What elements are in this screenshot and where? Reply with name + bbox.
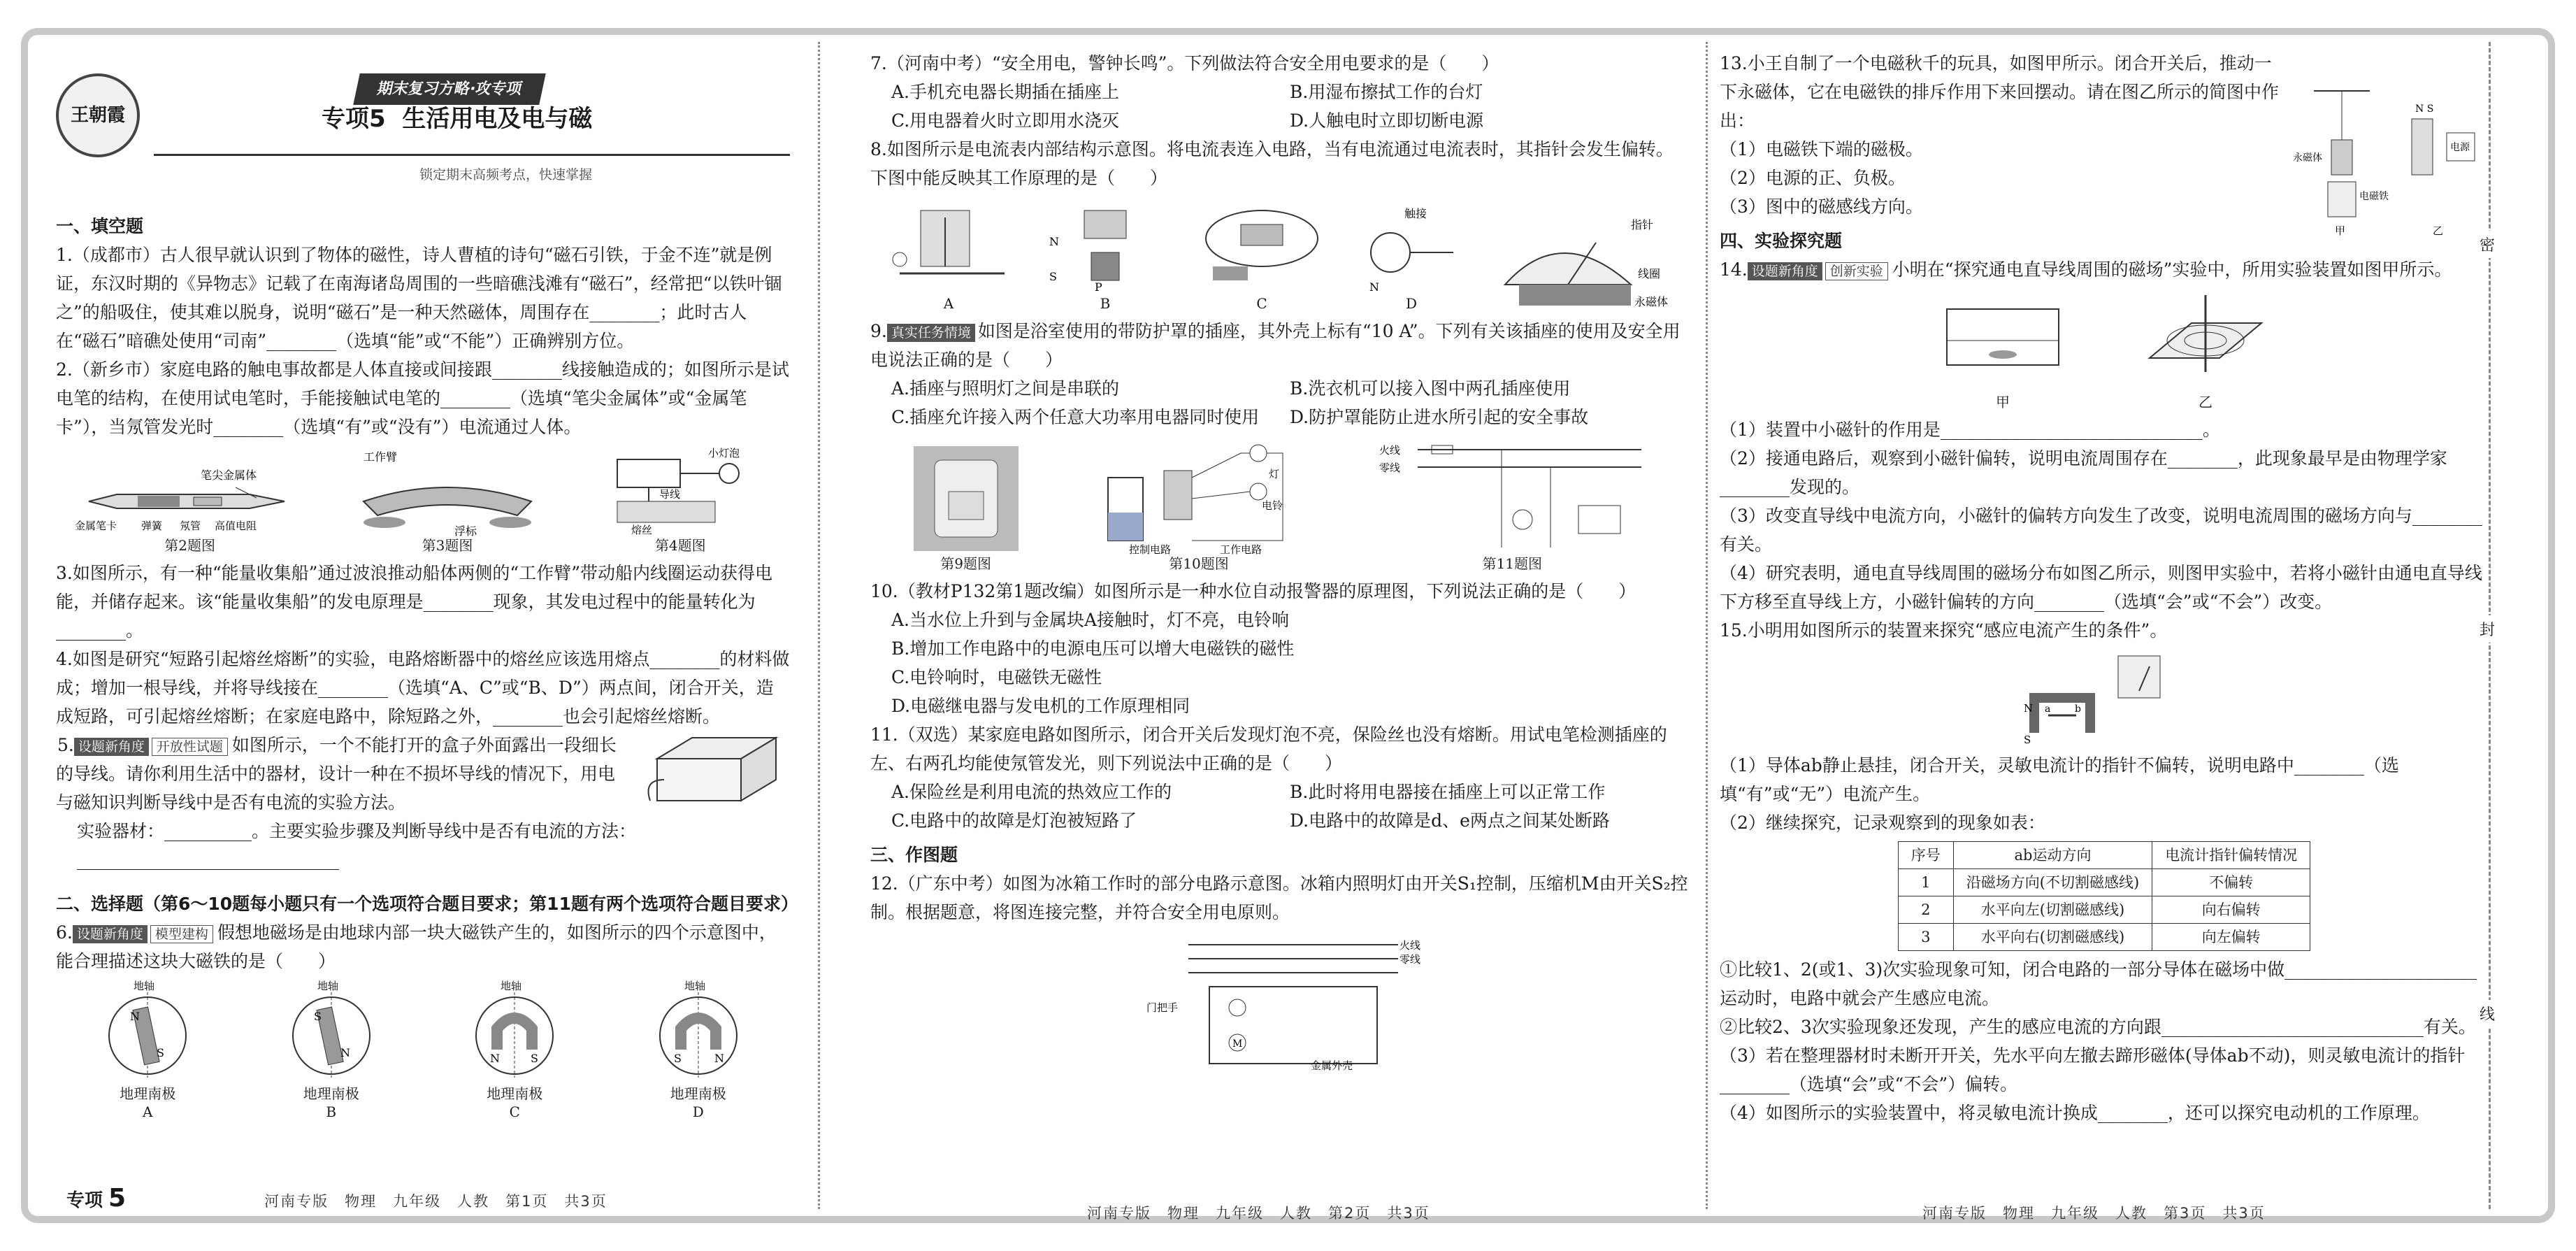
figure-row-1 [56, 445, 790, 555]
svg-text:地轴: 地轴 [134, 980, 155, 992]
figure-4 [589, 445, 771, 555]
option[interactable]: D.防护罩能防止进水所引起的安全事故 [1290, 407, 1589, 427]
pen-label: 氖管 [179, 520, 201, 532]
question-15-after: （4）如图所示的实验装置中，将灵敏电流计换成________，还可以探究电动机的工作原理。 [1720, 1103, 2430, 1123]
svg-text:S: S [2024, 734, 2031, 746]
header-badge: 期末复习方略·攻专项 [353, 73, 546, 105]
question-13-item: （3）图中的磁感线方向。 [1720, 196, 1923, 217]
option-b-figure[interactable]: N S P B [1035, 196, 1175, 313]
figure-caption: 第2题图 [164, 537, 216, 554]
section-title: 三、作图题 [870, 845, 958, 865]
question-5-text: 如图所示，一个不能打开的盒子外面露出一段细长的导线。请你利用生活中的器材，设计一种在不损坏导线的情况下，用电与磁知识判断导线中是否有电流的实验方法。 [56, 735, 617, 813]
option-c-figure[interactable]: C [1192, 196, 1332, 313]
question-6-figures [56, 980, 790, 1121]
bulb-label: 导线 [659, 488, 681, 501]
column-divider [818, 42, 820, 1209]
arm-label: 工作臂 [363, 450, 397, 464]
tag: 创新实验 [1825, 262, 1888, 280]
arm-label: 浮标 [454, 524, 477, 536]
side-mark: 封 [2478, 615, 2496, 643]
option[interactable]: C.用电器着火时立即用水浇灭 [891, 110, 1120, 131]
question-9-text: 如图是浴室使用的带防护罩的插座，其外壳上标有“10 A”。下列有关该插座的使用及安全用电说法正确的是（ ） [870, 321, 1681, 370]
page-subtitle: 锁定期末高频考点，快速掌握 [419, 167, 593, 183]
page-title: 专项5 生活用电及电与磁 [322, 105, 593, 133]
column-divider [1706, 42, 1708, 1209]
question-4: 4.如图是研究“短路引起熔丝熔断”的实验，电路熔断器中的熔丝应该选用熔点________的材料做成；增加一根导线，并将导线接在________（选填“A、C”或“B、D”）两点间，闭合开关，造成短路，可引起熔丝熔断；在家庭电路中，除短路之外，________也会引起熔丝熔断。 [56, 649, 790, 727]
question-14-item: （2）接通电路后，观察到小磁针偏转，说明电流周围存在________，此现象最早是由物理学家________发现的。 [1720, 448, 2447, 497]
globe-option-d[interactable]: 地轴 S N 地理南极 D [646, 980, 751, 1121]
svg-text:地轴: 地轴 [317, 980, 338, 992]
question-11: 11.（双选）某家庭电路如图所示，闭合开关后发现灯泡不亮，保险丝也没有熔断。用试电笔检测插座的左、右两孔均能使氖管发光，则下列说法中正确的是（ ） [870, 724, 1667, 773]
globe-option-b[interactable]: 地轴 S N 地理南极 B [279, 980, 384, 1121]
svg-text:b: b [2075, 703, 2081, 715]
question-13-item: （1）电磁铁下端的磁极。 [1720, 139, 1923, 159]
question-14-item: （4）研究表明，通电直导线周围的磁场分布如图乙所示，则图甲实验中，若将小磁针由通电直导线下方移至直导线上方，小磁针偏转的方向________（选填“会”或“不会”）改变。 [1720, 563, 2482, 612]
option[interactable]: B.洗衣机可以接入图中两孔插座使用 [1290, 378, 1571, 399]
side-mark: 密 [2478, 231, 2496, 258]
svg-text:N: N [1049, 235, 1059, 248]
option[interactable]: D.人触电时立即切断电源 [1290, 110, 1484, 131]
bulb-label: 小灯泡 [708, 447, 740, 459]
svg-text:S: S [157, 1046, 165, 1059]
option[interactable]: A.插座与照明灯之间是串联的 [891, 378, 1120, 399]
side-mark: 线 [2478, 1000, 2496, 1027]
svg-text:N: N [1369, 280, 1379, 294]
question-6-text: 假想地磁场是由地球内部一块大磁铁产生的，如图所示的四个示意图中，能合理描述这块大磁铁的是（ ） [56, 922, 777, 971]
svg-text:N: N [340, 1046, 350, 1059]
tag: 模型建构 [150, 925, 213, 943]
svg-text:乙: 乙 [2433, 224, 2444, 237]
section-title: 一、填空题 [56, 216, 144, 236]
figure-caption: 第4题图 [654, 537, 706, 554]
figure-10: 灯 电铃 控制电路 工作电路 第10题图 [1101, 436, 1297, 573]
svg-text:地轴: 地轴 [684, 980, 705, 992]
section-title: 四、实验探究题 [1720, 231, 1843, 251]
question-15: 15.小明用如图所示的装置来探究“感应电流产生的条件”。 [1720, 620, 2168, 641]
option[interactable]: C.插座允许接入两个任意大功率用电器同时使用 [891, 407, 1260, 427]
svg-text:S: S [313, 1010, 322, 1023]
question-12: 12.（广东中考）如图为冰箱工作时的部分电路示意图。冰箱内照明灯由开关S₁控制，压缩机M由开关S₂控制。根据题意，将图连接完整，并符合安全用电原则。 [870, 873, 1688, 922]
option[interactable]: D.电磁继电器与发电机的工作原理相同 [891, 696, 1190, 716]
svg-text:a: a [2045, 703, 2051, 715]
question-15-after: ②比较2、3次实验现象还发现，产生的感应电流的方向跟______________________________有关。 [1720, 1017, 2476, 1037]
svg-text:S: S [1049, 270, 1057, 283]
figure-caption: 第3题图 [422, 537, 473, 554]
pen-label: 高值电阻 [214, 520, 257, 532]
option[interactable]: B.此时将用电器接在插座上可以正常工作 [1290, 782, 1606, 802]
table-row: 1 沿磁场方向(不切割磁感线) 不偏转 [1898, 869, 2310, 896]
svg-text:电铃: 电铃 [1261, 499, 1283, 512]
svg-text:门把手: 门把手 [1146, 1001, 1179, 1014]
question-14-item: （3）改变直导线中电流方向，小磁针的偏转方向发生了改变，说明电流周围的磁场方向与________有关。 [1720, 506, 2482, 555]
question-12-figure [870, 931, 1688, 1071]
svg-text:地轴: 地轴 [501, 980, 522, 992]
svg-text:N: N [130, 1010, 141, 1023]
globe-option-a[interactable]: 地轴 N S 地理南极 A [95, 980, 200, 1121]
column-3: 永磁体 电磁铁 甲 乙 电源 N S 13.小王自制了一个电磁秋千的玩具，如图甲所示。闭合开关后，推动一下永磁体，它在电磁铁的排斥作用下来回摆动。请在图乙所示的简图中作出： （1）电磁铁下端的磁极。 （2）电源的正、负极。 （3）图中的磁感线方向。 四、实验探究题 14. 设题新角度 创新实验 小明在“探究通电直导线周围的磁场”实验中，所用实验装置如图甲所示。 甲 乙 （1）装置中小磁针的作用是______________________________。 （2）接通电路后，观察到小磁针偏转，说明电流周围存在________，此现象最早是由物理学家________发现的。 （3）改变直导线中电流方向，小磁针的偏转方向发生了改变，说明电流周围的磁场方向与________有关。 （4）研究表明，通电直导线周围的磁场分布如图乙所示，则图甲实验中，若将小磁针由通电直导线下方移至直导线上方，小磁针偏转的方向________（选填“会”或“不会”）改变。 15.小明用如图所示的装置来探究“感应电流产生的条件”。 N S a b （1）导体ab静止悬挂，闭合开关，灵敏电流计的指针不偏转，说明电路中________（选填“有”或“无”）电流产生。 （2）继续探究，记录观察到的现象如表： 序号 ab运动方向 电流计指针偏转情况 1 沿磁场方向(不切割磁感线) 不偏转 2 水平向左(切割磁感线) 向右偏转 3 水平向右(切割磁感线) 向左偏转 ①比较1、2(或1、3)次实验现象可知，闭合电路的一部分导体在磁场中做______________________运动时，电路中就会产生感应电流。 ②比较2、3次实验现象还发现，产生的感应电流的方向跟______________________________有关。 （3）若在整理器材时未断开开关，先水平向左撤去蹄形磁体(导体ab不动)，则灵敏电流计的指针________（选填“会”或“不会”）偏转。 （4）如图所示的实验装置中，将灵敏电流计换成________，还可以探究电动机的工作原理。 [1720, 49, 2489, 1127]
pen-label: 笔尖金属体 [200, 469, 257, 482]
svg-text:火线: 火线 [1379, 444, 1401, 457]
table-row: 3 水平向右(切割磁感线) 向左偏转 [1898, 924, 2310, 951]
option[interactable]: C.电路中的故障是灯泡被短路了 [891, 810, 1137, 831]
question-5: 5. 设题新角度 开放性试题 如图所示，一个不能打开的盒子外面露出一段细长的导线。请你利用生活中的器材，设计一种在不损坏导线的情况下，用电与磁知识判断导线中是否有电流的实验方法。 [56, 731, 790, 817]
footer-num: 5 [108, 1184, 127, 1213]
svg-text:S: S [673, 1052, 682, 1065]
question-7-options [870, 78, 1688, 135]
question-14-figures [1720, 288, 2489, 411]
header-rule [154, 154, 790, 156]
question-13 [1720, 49, 2489, 237]
svg-text:甲: 甲 [2335, 224, 2346, 237]
question-3: 3.如图所示，有一种“能量收集船”通过波浪推动船体两侧的“工作臂”带动船内线圈运动获得电能，并储存起来。该“能量收集船”的发电原理是________现象，其发电过程中的能量转化为________。 [56, 563, 772, 641]
section-title: 二、选择题（第6～10题每小题只有一个选项符合题目要求；第11题有两个选项符合题目要求） [56, 894, 798, 914]
question-14-item: （1）装置中小磁针的作用是______________________________。 [1720, 420, 2220, 440]
option[interactable]: B.增加工作电路中的电源电压可以增大电磁铁的磁性 [891, 638, 1295, 659]
pen-label: 金属笔卡 [74, 520, 117, 532]
question-8-figures [870, 196, 1688, 313]
svg-text:N: N [714, 1052, 724, 1065]
option-a-figure[interactable]: A [879, 196, 1019, 313]
box-figure [643, 731, 783, 808]
footer-text: 河南专版 物理 九年级 人教 第1页 共3页 [264, 1193, 607, 1210]
svg-text:S: S [531, 1052, 539, 1065]
svg-text:工作电路: 工作电路 [1219, 543, 1262, 555]
header-block [56, 73, 790, 206]
question-9-options [870, 374, 1688, 431]
option[interactable]: A.手机充电器长期插在插座上 [891, 82, 1120, 102]
question-15-figure [1720, 649, 2489, 747]
svg-text:指针: 指针 [1631, 218, 1654, 231]
option[interactable]: D.电路中的故障是d、e两点之间某处断路 [1290, 810, 1610, 831]
svg-text:控制电路: 控制电路 [1128, 543, 1171, 555]
tag: 设题新角度 [73, 925, 147, 943]
question-1: 1.（成都市）古人很早就认识到了物体的磁性，诗人曹植的诗句“磁石引铁，于金不连”就是例证，东汉时期的《异物志》记载了在南海诸岛周围的一些暗礁浅滩有“磁石”，经常把“以铁叶锢之”的船吸住，使其难以脱身，说明“磁石”是一种天然磁体，周围存在________；此时古人在“磁石”暗礁处使用“司南”________（选填“能”或“不能”）正确辨别方位。 [56, 245, 782, 351]
question-14-text: 小明在“探究通电直导线周围的磁场”实验中，所用实验装置如图甲所示。 [1892, 259, 2452, 280]
svg-text:永磁体: 永磁体 [2293, 152, 2322, 164]
svg-text:电源: 电源 [2450, 142, 2470, 153]
svg-text:N: N [490, 1052, 501, 1065]
option[interactable]: A.保险丝是利用电流的热效应工作的 [891, 782, 1172, 802]
question-13-text: 13.小王自制了一个电磁秋千的玩具，如图甲所示。闭合开关后，推动一下永磁体，它在电磁铁的排斥作用下来回摆动。请在图乙所示的简图中作出： [1720, 53, 2280, 131]
question-7: 7.（河南中考）“安全用电，警钟长鸣”。下列做法符合安全用电要求的是（ ） [870, 53, 1499, 73]
option[interactable]: C.电铃响时，电磁铁无磁性 [891, 667, 1102, 687]
option[interactable]: B.用湿布擦拭工作的台灯 [1290, 82, 1483, 102]
svg-text:灯: 灯 [1268, 468, 1279, 480]
column-2: 7.（河南中考）“安全用电，警钟长鸣”。下列做法符合安全用电要求的是（ ） A.手机充电器长期插在插座上 B.用湿布擦拭工作的台灯 C.用电器着火时立即用水浇灭 D.人触电时立即切断电源 8.如图所示是电流表内部结构示意图。将电流表连入电路，当有电流通过电流表时，其指针会发生偏转。下图中能反映其工作原理的是（ ） A N S P B C 触接 N D 指针 线圈 永磁体 9. 真实任务情境 如图是浴室使用的带防护罩的插座，其外壳上标有“10 A”。下列有关该插座的使用及安全用电说法正确的是（ ） A.插座与照明灯之间是串联的 B.洗衣机可以接入图中两孔插座使用 C.插座允许接入两个任意大功率用电器同时使用 D.防护罩能防止进水所引起的安全事故 第9题图 灯 电铃 控制电路 工作电路 第10题图 火线 零线 第11题图 10.（教材P132第1题改编）如图所示是一种水位自动报警器的原理图，下列说法正确的是（ ） A.当水位上升到与金属块A接触时，灯不亮，电铃响 B.增加工作电路中的电源电压可以增大电磁铁的磁性 C.电铃响时，电磁铁无磁性 D.电磁继电器与发电机的工作原理相同 11.（双选）某家庭电路如图所示，闭合开关后发现灯泡不亮，保险丝也没有熔断。用试电笔检测插座的左、右两孔均能使氖管发光，则下列说法中正确的是（ ） A.保险丝是利用电流的热效应工作的 B.此时将用电器接在插座上可以正常工作 C.电路中的故障是灯泡被短路了 D.电路中的故障是d、e两点之间某处断路 三、作图题 12.（广东中考）如图为冰箱工作时的部分电路示意图。冰箱内照明灯由开关S₁控制，压缩机M由开关S₂控制。根据题意，将图连接完整，并符合安全用电原则。 M 火线 零线 门把手 金属外壳 [870, 49, 1688, 1075]
question-8: 8.如图所示是电流表内部结构示意图。将电流表连入电路，当有电流通过电流表时，其指针会发生偏转。下图中能反映其工作原理的是（ ） [870, 139, 1674, 188]
svg-text:N: N [2024, 702, 2034, 715]
question-13-item: （2）电源的正、负极。 [1720, 168, 1906, 188]
logo-text: 王朝霞 [70, 104, 125, 126]
footer-3: 河南专版 物理 九年级 人教 第3页 共3页 [1922, 1205, 2266, 1222]
question-10-options [870, 606, 1688, 720]
question-15-item: （2）继续探究，记录观察到的现象如表： [1720, 813, 2045, 833]
column-1: 王朝霞 期末复习方略·攻专项 专项5 生活用电及电与磁 锁定期末高频考点，快速掌握 一、填空题 1.（成都市）古人很早就认识到了物体的磁性，诗人曹植的诗句“磁石引铁，于金不连”就是例证，东汉时期的《异物志》记载了在南海诸岛周围的一些暗礁浅滩有“磁石”，经常把“以铁叶锢之”的船吸住，使其难以脱身，说明“磁石”是一种天然磁体，周围存在________；此时古人在“磁石”暗礁处使用“司南”________（选填“能”或“不能”）正确辨别方位。 2.（新乡市）家庭电路的触电事故都是人体直接或间接跟________线接触造成的；如图所示是试电笔的结构，在使用试电笔时，手能接触试电笔的________（选填“笔尖金属体”或“金属笔卡”），当氖管发光时________（选填“有”或“没有”）电流通过人体。 笔尖金属体 金属笔卡 弹簧 氖管 高值电阻 第2题图 工作臂 浮标 第3题图 小灯泡 导线 熔丝 第4题图 3.如图所示，有一种“能量收集船”通过波浪推动船体两侧的“工作臂”带动船内线圈运动获得电能，并储存起来。该“能量收集船”的发电原理是________现象，其发电过程中的能量转化为________。 4.如图是研究“短路引起熔丝熔断”的实验，电路熔断器中的熔丝应该选用熔点________的材料做成；增加一根导线，并将导线接在________（选填“A、C”或“B、D”）两点间，闭合开关，造成短路，可引起熔丝熔断；在家庭电路中，除短路之外，________也会引起熔丝熔断。 5. 设题新角度 开放性试题 如图所示，一个不能打开的盒子外面露出一段细长的导线。请你利用生活中的器材，设计一种在不损坏导线的情况下，用电与磁知识判断导线中是否有电流的实验方法。 实验器材：__________。主要实验步骤及判断导线中是否有电流的方法：______________________________ 二、选择题（第6～10题每小题只有一个选项符合题目要求；第11题有两个选项符合题目要求） 6. 设题新角度 模型建构 假想地磁场是由地球内部一块大磁铁产生的，如图所示的四个示意图中，能合理描述这块大磁铁的是（ ） 地轴 N S 地理南极 A 地轴 S N 地理南极 B 地轴 N S 地理南极 C 地轴 S N 地理南极 D [56, 73, 790, 1125]
ammeter-figure [1491, 215, 1680, 313]
svg-text:触接: 触接 [1404, 207, 1427, 220]
figure-2 [75, 459, 305, 555]
svg-text:零线: 零线 [1399, 953, 1421, 966]
globe-option-c[interactable]: 地轴 N S 地理南极 C [462, 980, 567, 1121]
svg-text:电磁铁: 电磁铁 [2359, 191, 2389, 202]
figure-row-2 [870, 436, 1688, 573]
figure-yi: 乙 [2136, 288, 2275, 411]
footer-1 [66, 1184, 800, 1213]
figure-3 [343, 445, 552, 555]
table-row: 2 水平向左(切割磁感线) 向右偏转 [1898, 896, 2310, 924]
question-2: 2.（新乡市）家庭电路的触电事故都是人体直接或间接跟________线接触造成的；如图所示是试电笔的结构，在使用试电笔时，手能接触试电笔的________（选填“笔尖金属体”或“金属笔卡”），当氖管发光时________（选填“有”或“没有”）电流通过人体。 [56, 359, 789, 437]
question-11-options [870, 778, 1688, 835]
figure-jia: 甲 [1933, 288, 2073, 411]
figure-11: 火线 零线 第11题图 [1376, 436, 1648, 573]
option[interactable]: A.当水位上升到与金属块A接触时，灯不亮，电铃响 [891, 610, 1290, 630]
svg-text:线圈: 线圈 [1638, 267, 1661, 280]
svg-text:M: M [1232, 1038, 1243, 1050]
tag: 真实任务情境 [887, 324, 975, 342]
svg-text:永磁体: 永磁体 [1634, 295, 1669, 308]
footer-2: 河南专版 物理 九年级 人教 第2页 共3页 [1087, 1205, 1430, 1222]
svg-text:火线: 火线 [1399, 939, 1421, 952]
svg-text:金属外壳: 金属外壳 [1311, 1059, 1353, 1071]
question-15-after: ①比较1、2(或1、3)次实验现象可知，闭合电路的一部分导体在磁场中做______________________运动时，电路中就会产生感应电流。 [1720, 959, 2477, 1008]
option-d-figure[interactable]: 触接 N D [1369, 207, 1427, 312]
svg-text:N S: N S [2415, 103, 2434, 115]
question-10: 10.（教材P132第1题改编）如图所示是一种水位自动报警器的原理图，下列说法正确的是（ ） [870, 581, 1636, 601]
question-15-item: （1）导体ab静止悬挂，闭合开关，灵敏电流计的指针不偏转，说明电路中________（选填“有”或“无”）电流产生。 [1720, 755, 2399, 804]
tag: 设题新角度 [74, 738, 149, 756]
tag: 设题新角度 [1748, 262, 1822, 280]
question-15-after: （3）若在整理器材时未断开开关，先水平向左撤去蹄形磁体(导体ab不动)，则灵敏电流计的指针________（选填“会”或“不会”）偏转。 [1720, 1045, 2466, 1094]
pen-label: 弹簧 [141, 520, 162, 532]
results-table: 序号 ab运动方向 电流计指针偏转情况 1 沿磁场方向(不切割磁感线) 不偏转 2 水平向左(切割磁感线) 向右偏转 3 水平向右(切割磁感线) 向左偏转 [1898, 841, 2310, 951]
tag: 开放性试题 [152, 738, 228, 756]
footer-label: 专项 [66, 1190, 103, 1211]
svg-text:P: P [1095, 280, 1102, 294]
question-5-line: 实验器材：__________。主要实验步骤及判断导线中是否有电流的方法：______________________________ [77, 821, 637, 870]
swing-figure [2293, 77, 2489, 238]
logo [56, 73, 140, 157]
figure-9: 第9题图 [910, 443, 1022, 573]
svg-text:零线: 零线 [1379, 462, 1401, 474]
bulb-label: 熔丝 [631, 524, 653, 536]
